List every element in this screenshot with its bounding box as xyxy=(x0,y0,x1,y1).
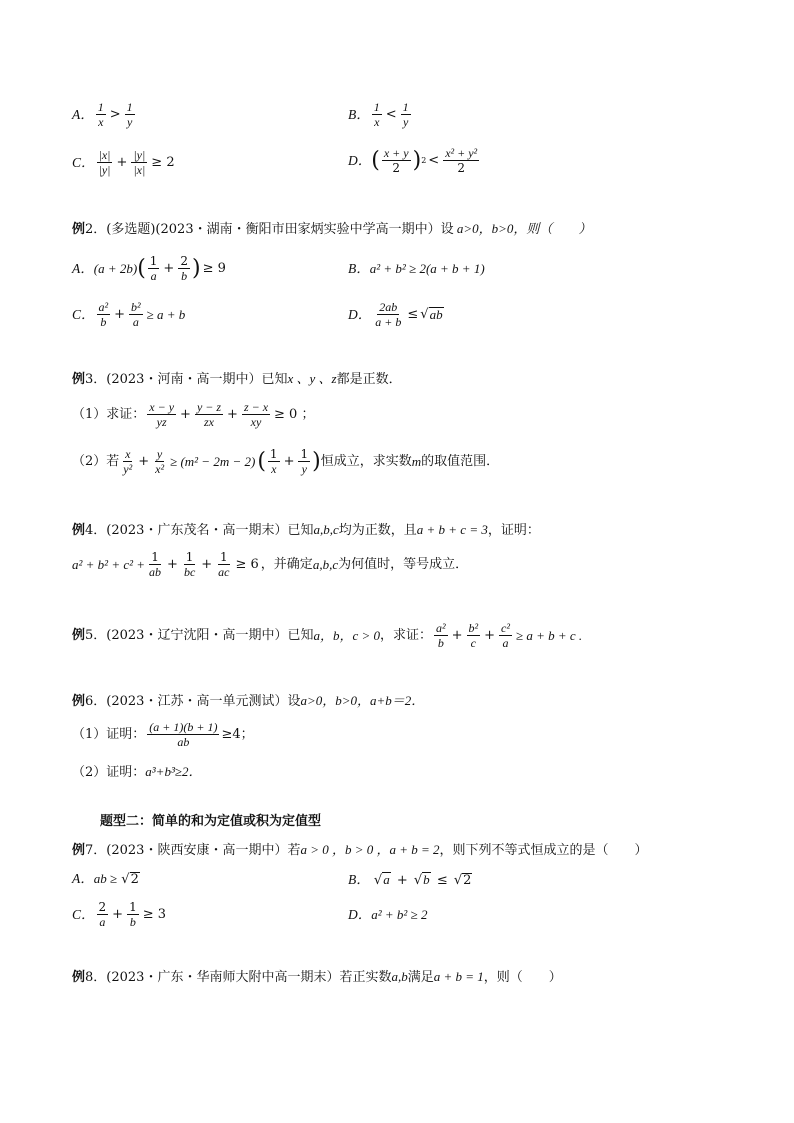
ex1-option-a: A． $\frac{1}{x}$ > $\frac{1}{y}$ xyxy=(72,100,133,129)
ex2-option-a: A． (a + 2b) ( $\frac{1}{a}$ + $\frac{2}{b}$ ) ≥ 9 xyxy=(72,254,226,283)
section-heading: 题型二：简单的和为定值或积为定值型 xyxy=(100,814,322,829)
ex3-part1: （1）求证： $\frac{x - y}{yz}$ + $\frac{y - z}{zx}$ + $\frac{z - x}{xy}$ ≥ 0 ； xyxy=(72,400,315,429)
ex1-option-c: C． $\frac{|x|}{|y|}$ + $\frac{|y|}{|x|}$ ≥ 2 xyxy=(72,148,175,177)
ex8-question: 例8．(2023・广东・华南师大附中高一期末）若正实数a,b满足a + b = 1，则（ ） xyxy=(72,969,562,985)
ex4-formula: a² + b² + c² + $\frac{1}{ab}$ + $\frac{1}{bc}$ + $\frac{1}{ac}$ ≥ 6 ，并确定 a,b,c 为何值时，等号成立． xyxy=(72,550,469,579)
ex6-part2: （2）证明：a³+b³≥2． xyxy=(72,764,202,780)
ex7-option-d: D．a² + b² ≥ 2 xyxy=(348,907,428,922)
ex1-option-b: B． $\frac{1}{x}$ < $\frac{1}{y}$ xyxy=(348,100,409,129)
ex2-option-d: D． $\frac{2ab}{a + b}$ ≤ √ ab xyxy=(348,300,443,329)
ex4-question: 例4．(2023・广东茂名・高一期末）已知a,b,c均为正数，且a + b + c = 3，证明： xyxy=(72,522,540,538)
ex1-option-d: D． ( $\frac{x + y}{2}$ ) 2 < $\frac{\text{x² + y²}}{2}$ xyxy=(348,146,478,175)
ex7-option-c: C． $\frac{2}{a}$ + $\frac{1}{b}$ ≥ 3 xyxy=(72,900,166,929)
ex2-option-b: B．a² + b² ≥ 2(a + b + 1) xyxy=(348,261,485,276)
ex6-question: 例6．(2023・江苏・高一单元测试）设a>0，b>0，a+b＝2． xyxy=(72,693,425,709)
ex3-part2: （2）若 $\frac{x}{\text{y²}}$ + $\frac{y}{\text{x²}}$ ≥ (m² − 2m − 2) ( $\frac{1}{x}$ + $\frac{1}{y}$ ) 恒成立，求实数 m 的取值范围． xyxy=(72,447,500,476)
ex7-question: 例7．(2023・陕西安康・高一期中）若a > 0 ，b > 0 ，a + b = 2，则下列不等式恒成立的是（ ） xyxy=(72,842,648,858)
ex3-question: 例3．(2023・河南・高一期中）已知x 、y 、z都是正数． xyxy=(72,371,402,387)
ex2-option-c: C． $\frac{\text{a²}}{b}$ + $\frac{\text{b²}}{a}$ ≥ a + b xyxy=(72,300,186,329)
ex2-question: 例2．(多选题)(2023・湖南・衡阳市田家炳实验中学高一期中）设 a>0，b>0，则（ ） xyxy=(72,221,592,237)
ex5-question: 例 5．(2023・辽宁沈阳・高一期中）已知 a，b，c > 0 ，求证： $\frac{\text{a²}}{b}$ + $\frac{\text{b²}}{c}$ + $\frac{\text{c²}}{a}$ ≥ a + b + c . xyxy=(72,621,583,650)
ex7-option-a: A．ab ≥ √2 xyxy=(72,871,139,887)
ex7-option-b: B． √a + √b ≤ √2 xyxy=(348,872,472,888)
ex6-part1: （1）证明： $\frac{(a + 1)(b + 1)}{ab}$ ≥4； xyxy=(72,720,254,749)
